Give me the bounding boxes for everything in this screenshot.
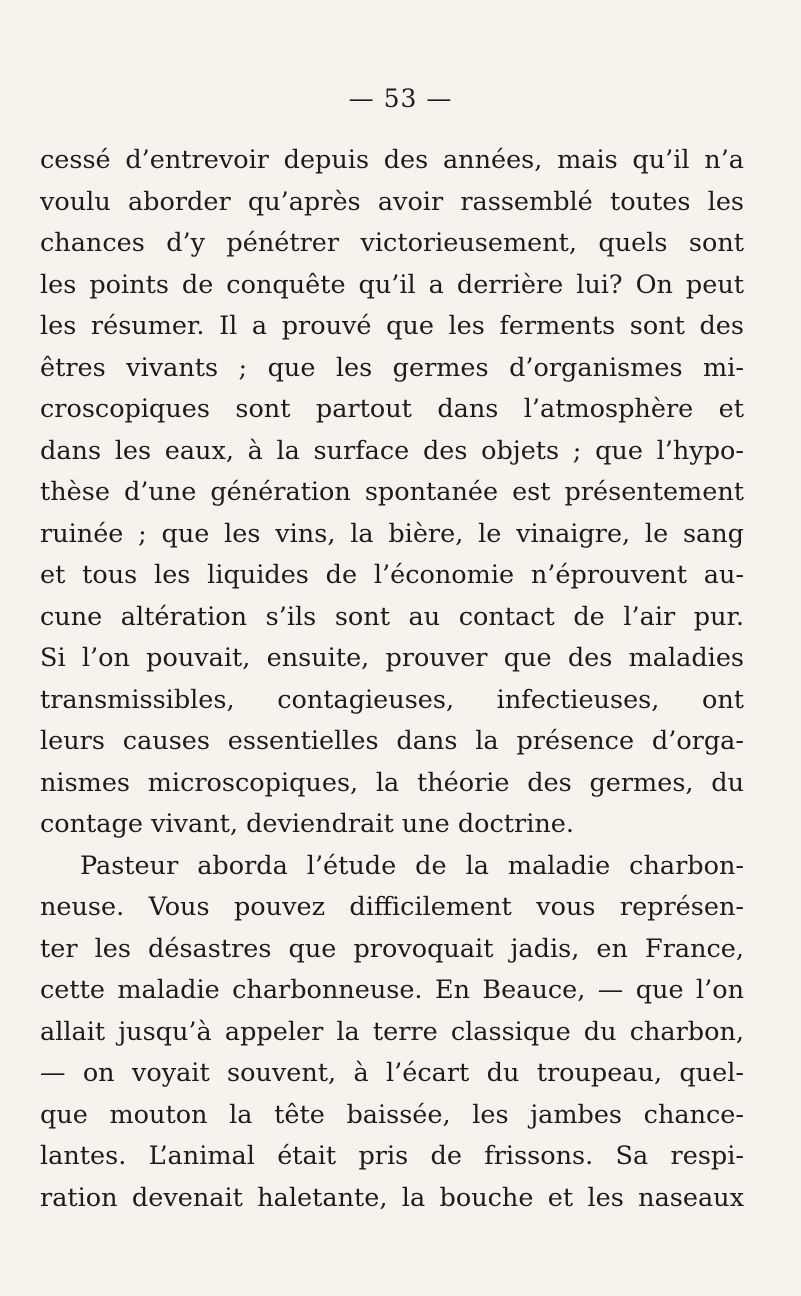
text-line: croscopiques sont partout dans l’atmosphère et (40, 394, 744, 424)
text-line: que mouton la tête baissée, les jambes chance- (40, 1099, 744, 1130)
text-line: — on voyait souvent, à l’écart du troupeau, quel- (40, 1058, 744, 1088)
text-line: leurs causes essentielles dans la présence d’orga- (40, 726, 744, 756)
text-line: cette maladie charbonneuse. En Beauce, — que l’on (40, 975, 744, 1005)
text-line: cessé d’entrevoir depuis des années, mais qu’il n’a (40, 145, 744, 175)
text-line: êtres vivants ; que les germes d’organismes mi- (40, 352, 744, 383)
text-line: nismes microscopiques, la théorie des germes, du (40, 767, 744, 798)
text-line: chances d’y pénétrer victorieusement, quels sont (40, 228, 744, 258)
text-line: lantes. L’animal était pris de frissons. Sa respi- (40, 1141, 744, 1171)
text-line: les points de conquête qu’il a derrière lui? On peut (40, 269, 744, 300)
text-line: transmissibles, contagieuses, infectieuses, ont (40, 684, 744, 715)
page-number: — 53 — (348, 84, 453, 113)
text-line: ruinée ; que les vins, la bière, le vinaigre, le sang (40, 518, 744, 549)
body-text (40, 140, 744, 1219)
text-line: dans les eaux, à la surface des objets ; que l’hypo- (40, 435, 744, 466)
text-line: ter les désastres que provoquait jadis, en France, (40, 933, 744, 964)
text-line: les résumer. Il a prouvé que les ferments sont des (40, 311, 744, 341)
text-line: thèse d’une génération spontanée est présentement (40, 477, 744, 507)
paragraph-start-line: Pasteur aborda l’étude de la maladie charbon- (80, 850, 744, 881)
paragraph-end-line: contage vivant, deviendrait une doctrine. (40, 809, 575, 839)
text-line: ration devenait haletante, la bouche et les naseaux (40, 1182, 744, 1213)
text-line: allait jusqu’à appeler la terre classique du charbon, (40, 1016, 744, 1047)
text-line: voulu aborder qu’après avoir rassemblé toutes les (40, 186, 744, 217)
text-line: cune altération s’ils sont au contact de l’air pur. (40, 601, 744, 632)
text-line: neuse. Vous pouvez difficilement vous représen- (40, 892, 744, 922)
text-line: Si l’on pouvait, ensuite, prouver que des maladies (40, 643, 744, 673)
text-line: et tous les liquides de l’économie n’éprouvent au- (40, 560, 744, 590)
